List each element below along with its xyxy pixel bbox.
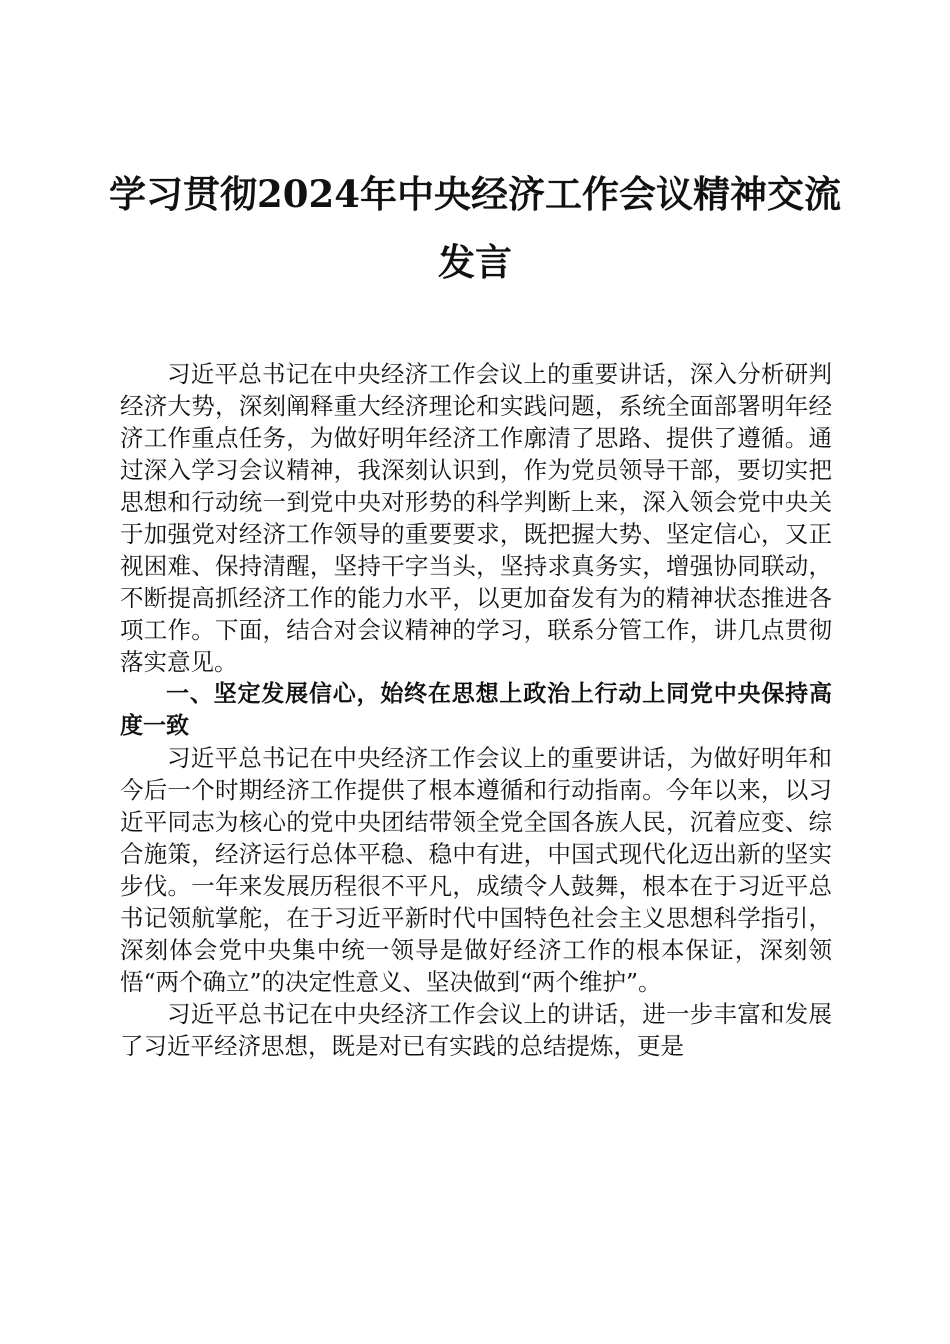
section-1-paragraph-1: 习近平总书记在中央经济工作会议上的重要讲话，为做好明年和今后一个时期经济工作提供了根本遵循和行动指南。今年以来，以习近平同志为核心的党中央团结带领全党全国各族人民，沉着应变、综合施策，经济运行总体平稳、稳中有进，中国式现代化迈出新的坚实步伐。一年来发展历程很不平凡，成绩令人鼓舞，根本在于习近平总书记领航掌舵，在于习近平新时代中国特色社会主义思想科学指引，深刻体会党中央集中统一领导是做好经济工作的根本保证，深刻领悟“两个确立”的决定性意义、坚决做到“两个维护”。 (120, 744, 832, 996)
document-body (120, 358, 832, 1062)
document-title-line-1: 学习贯彻2024年中央经济工作会议精神交流 (109, 172, 841, 216)
section-1-heading: 一、坚定发展信心，始终在思想上政治上行动上同党中央保持高度一致 (120, 681, 832, 739)
document-title-line-2: 发言 (438, 240, 512, 284)
intro-paragraph: 习近平总书记在中央经济工作会议上的重要讲话，深入分析研判经济大势，深刻阐释重大经济理论和实践问题，系统全面部署明年经济工作重点任务，为做好明年经济工作廓清了思路、提供了遵循。通过深入学习会议精神，我深刻认识到，作为党员领导干部，要切实把思想和行动统一到党中央对形势的科学判断上来，深入领会党中央关于加强党对经济工作领导的重要要求，既把握大势、坚定信心，又正视困难、保持清醒，坚持干字当头，坚持求真务实，增强协同联动，不断提高抓经济工作的能力水平，以更加奋发有为的精神状态推进各项工作。下面，结合对会议精神的学习，联系分管工作，讲几点贯彻落实意见。 (120, 360, 832, 676)
section-1-paragraph-2: 习近平总书记在中央经济工作会议上的讲话，进一步丰富和发展了习近平经济思想，既是对已有实践的总结提炼，更是 (120, 1000, 832, 1060)
